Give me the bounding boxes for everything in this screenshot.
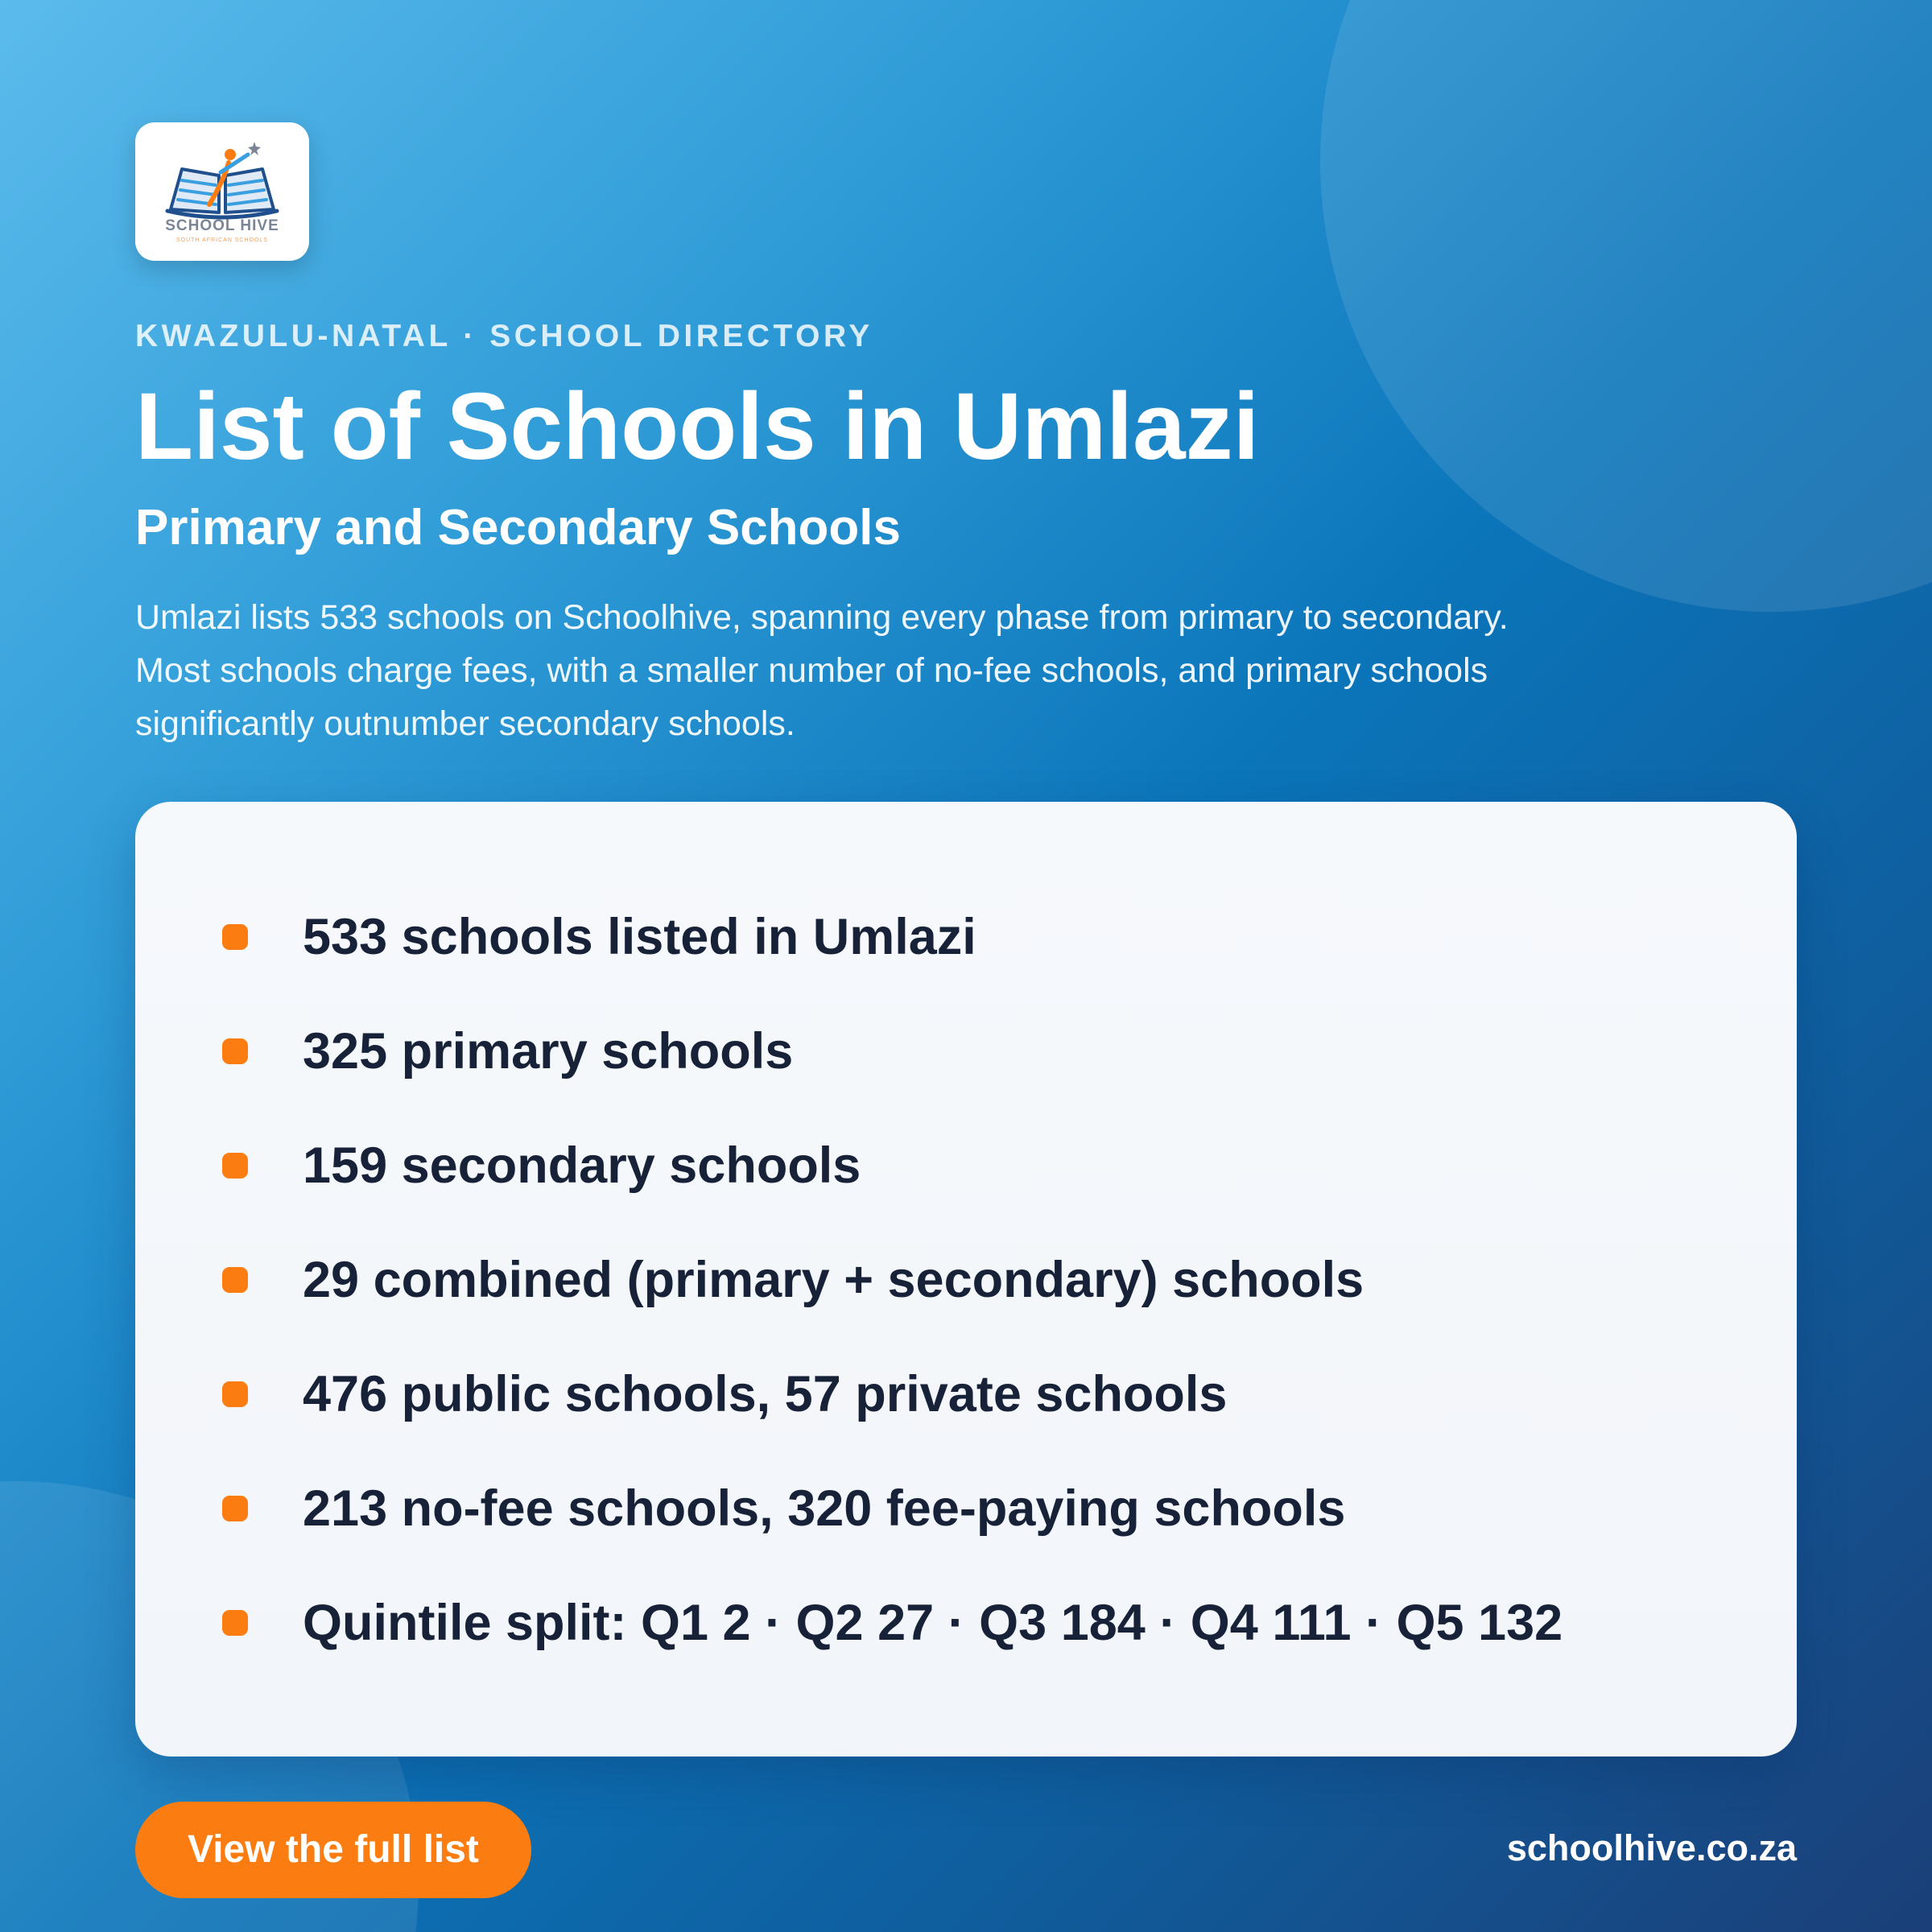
fact-item — [222, 1356, 1563, 1470]
fact-text: 29 combined (primary + secondary) schools — [303, 1252, 1364, 1308]
fact-item — [222, 1584, 1563, 1699]
fact-text: 213 no-fee schools, 320 fee-paying schools — [303, 1480, 1346, 1537]
view-full-list-button[interactable]: View the full list — [135, 1802, 531, 1898]
fact-item — [222, 1013, 1563, 1127]
logo-wordmark: SCHOOL HIVE — [165, 217, 279, 234]
bullet-square-icon — [222, 1496, 248, 1521]
facts-list — [222, 898, 1563, 1699]
fact-item — [222, 1241, 1563, 1356]
intro-description: Umlazi lists 533 schools on Schoolhive, spanning every phase from primary to secondary. Most schools charge fees, with a smaller number of no-fee schools, and primary schools significantly outnumber secondary schools. — [135, 598, 1509, 743]
fact-item — [222, 898, 1563, 1013]
bullet-square-icon — [222, 1038, 248, 1064]
fact-text: 159 secondary schools — [303, 1137, 861, 1194]
fact-text: 476 public schools, 57 private schools — [303, 1366, 1228, 1422]
site-url: schoolhive.co.za — [1506, 1827, 1797, 1868]
bullet-square-icon — [222, 1267, 248, 1293]
eyebrow-label: KWAZULU-NATAL · SCHOOL DIRECTORY — [135, 319, 873, 353]
decorative-circle-top-right — [1320, 0, 1932, 612]
page-title: List of Schools in Umlazi — [135, 374, 1260, 480]
fact-item — [222, 1127, 1563, 1241]
fact-item — [222, 1470, 1563, 1584]
fact-text: 533 schools listed in Umlazi — [303, 909, 976, 965]
bullet-square-icon — [222, 1381, 248, 1407]
fact-text: Quintile split: Q1 2 · Q2 27 · Q3 184 · Q4 111 · Q5 132 — [303, 1595, 1563, 1651]
fact-text: 325 primary schools — [303, 1023, 794, 1080]
page-subtitle: Primary and Secondary Schools — [135, 500, 902, 555]
facts-card — [135, 802, 1797, 1757]
bullet-square-icon — [222, 924, 248, 950]
bullet-square-icon — [222, 1153, 248, 1179]
school-hive-logo — [135, 122, 309, 261]
bullet-square-icon — [222, 1610, 248, 1636]
logo-tagline: SOUTH AFRICAN SCHOOLS — [176, 237, 268, 243]
